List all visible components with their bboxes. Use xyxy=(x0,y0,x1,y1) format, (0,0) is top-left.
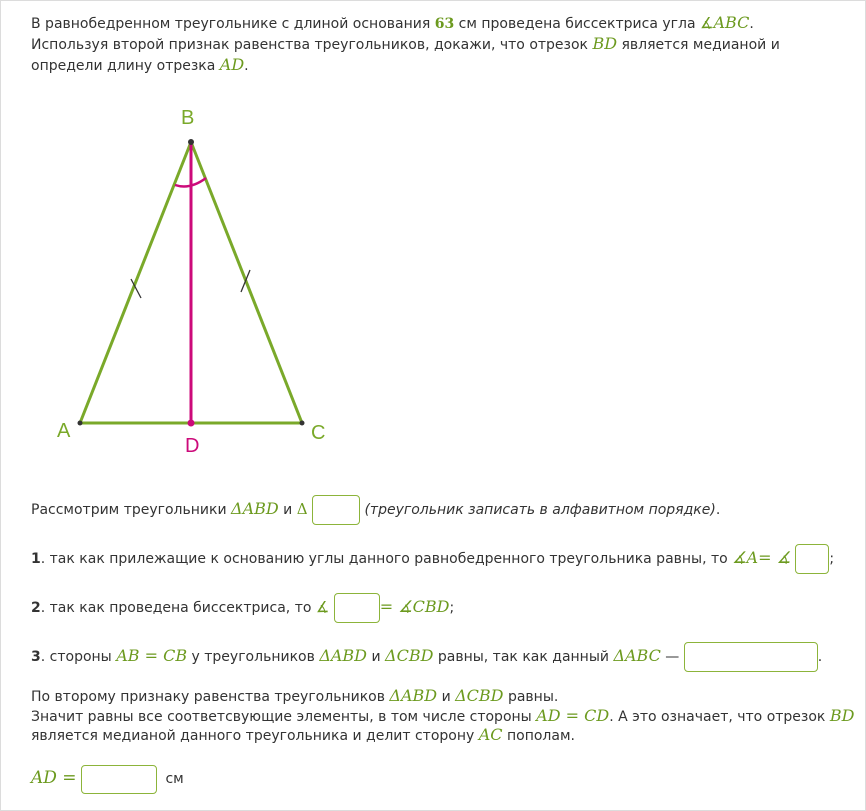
step2-text: . так как проведена биссектриса, то xyxy=(40,600,316,616)
period: . xyxy=(715,502,721,518)
side-ab xyxy=(80,142,191,423)
and-text: и xyxy=(278,502,297,518)
segment-ac: AC xyxy=(478,725,503,744)
period: . xyxy=(817,649,823,665)
step2-row xyxy=(31,593,454,623)
consider-row xyxy=(31,495,720,525)
and-text: и xyxy=(437,689,456,705)
point-d xyxy=(188,420,195,427)
conclusion-line-1 xyxy=(31,686,558,707)
semicolon: ; xyxy=(449,600,455,616)
triangle-abd: ΔABD xyxy=(389,686,438,705)
task-text: см проведена биссектриса угла xyxy=(454,16,700,32)
conclusion-text: . А это означает, что отрезок xyxy=(609,709,830,725)
task-text: . xyxy=(244,58,249,74)
step-number: 3 xyxy=(31,649,41,665)
ad-length-input[interactable] xyxy=(81,765,157,794)
angle-input-2[interactable] xyxy=(334,593,380,623)
base-length: 63 xyxy=(434,16,455,32)
task-text: В равнобедренном треугольнике с длиной основания xyxy=(31,16,435,32)
point-a xyxy=(78,421,83,426)
conclusion-text: равны. xyxy=(503,689,559,705)
conclusion-line-2 xyxy=(31,706,854,727)
step1-text: . так как прилежащие к основанию углы данного равнобедренного треугольника равны, то xyxy=(40,551,733,567)
triangle-abd: ΔABD xyxy=(319,646,368,665)
angle-abc: ABC xyxy=(713,13,750,32)
semicolon: ; xyxy=(829,551,835,567)
triangle-type-input[interactable] xyxy=(684,642,818,672)
angle-symbol: ∡ xyxy=(700,14,714,32)
conclusion-text: По второму признаку равенства треугольников xyxy=(31,689,390,705)
triangle-cbd: ΔCBD xyxy=(455,686,504,705)
segment-bd: BD xyxy=(592,34,618,53)
answer-row xyxy=(31,764,184,794)
delta-symbol: Δ xyxy=(296,500,308,518)
step3-text: равны, так как данный xyxy=(433,649,614,665)
step3-text: . стороны xyxy=(40,649,117,665)
conclusion-line-3 xyxy=(31,725,575,746)
triangle-cbd: ΔCBD xyxy=(385,646,434,665)
side-bc xyxy=(191,142,302,423)
ab-eq-cb: AB = CB xyxy=(116,646,188,665)
segment-ad: AD xyxy=(219,55,245,74)
step3-row xyxy=(31,642,822,672)
step-number: 2 xyxy=(31,600,41,616)
step1-row xyxy=(31,544,834,574)
unit-label: см xyxy=(165,771,184,787)
task-text: является медианой и определи длину отрезка xyxy=(31,37,780,74)
angle-a-expr: ∡A= ∡ xyxy=(732,548,791,567)
angle-cbd-expr: = ∡CBD xyxy=(379,597,450,616)
hint-text: (треугольник записать в алфавитном порядке) xyxy=(364,502,716,518)
label-d: D xyxy=(185,435,200,457)
triangle-abc: ΔABC xyxy=(613,646,661,665)
point-b xyxy=(188,139,194,145)
point-c xyxy=(300,421,305,426)
answer-label: AD = xyxy=(31,768,77,788)
consider-text: Рассмотрим треугольники xyxy=(31,502,232,518)
step-number: 1 xyxy=(31,551,41,567)
label-a: A xyxy=(57,420,71,442)
step3-text: у треугольников xyxy=(187,649,320,665)
task-text: . Используя второй признак равенства треугольников, докажи, что отрезок xyxy=(31,16,754,53)
angle-input-1[interactable] xyxy=(795,544,829,574)
label-c: C xyxy=(311,422,326,444)
segment-bd: BD xyxy=(829,706,855,725)
conclusion-text: Значит равны все соответсвующие элементы, в том числе стороны xyxy=(31,709,537,725)
triangle-abd: ΔABD xyxy=(231,499,279,518)
ad-eq-cd: AD = CD xyxy=(536,706,610,725)
angle-symbol: ∡ xyxy=(315,598,330,616)
conclusion-text: пополам. xyxy=(502,728,575,744)
and-text: и xyxy=(367,649,386,665)
label-b: B xyxy=(181,107,195,129)
triangle-input[interactable] xyxy=(312,495,360,525)
dash: — xyxy=(660,649,680,665)
conclusion-text: является медианой данного треугольника и делит сторону xyxy=(31,728,479,744)
